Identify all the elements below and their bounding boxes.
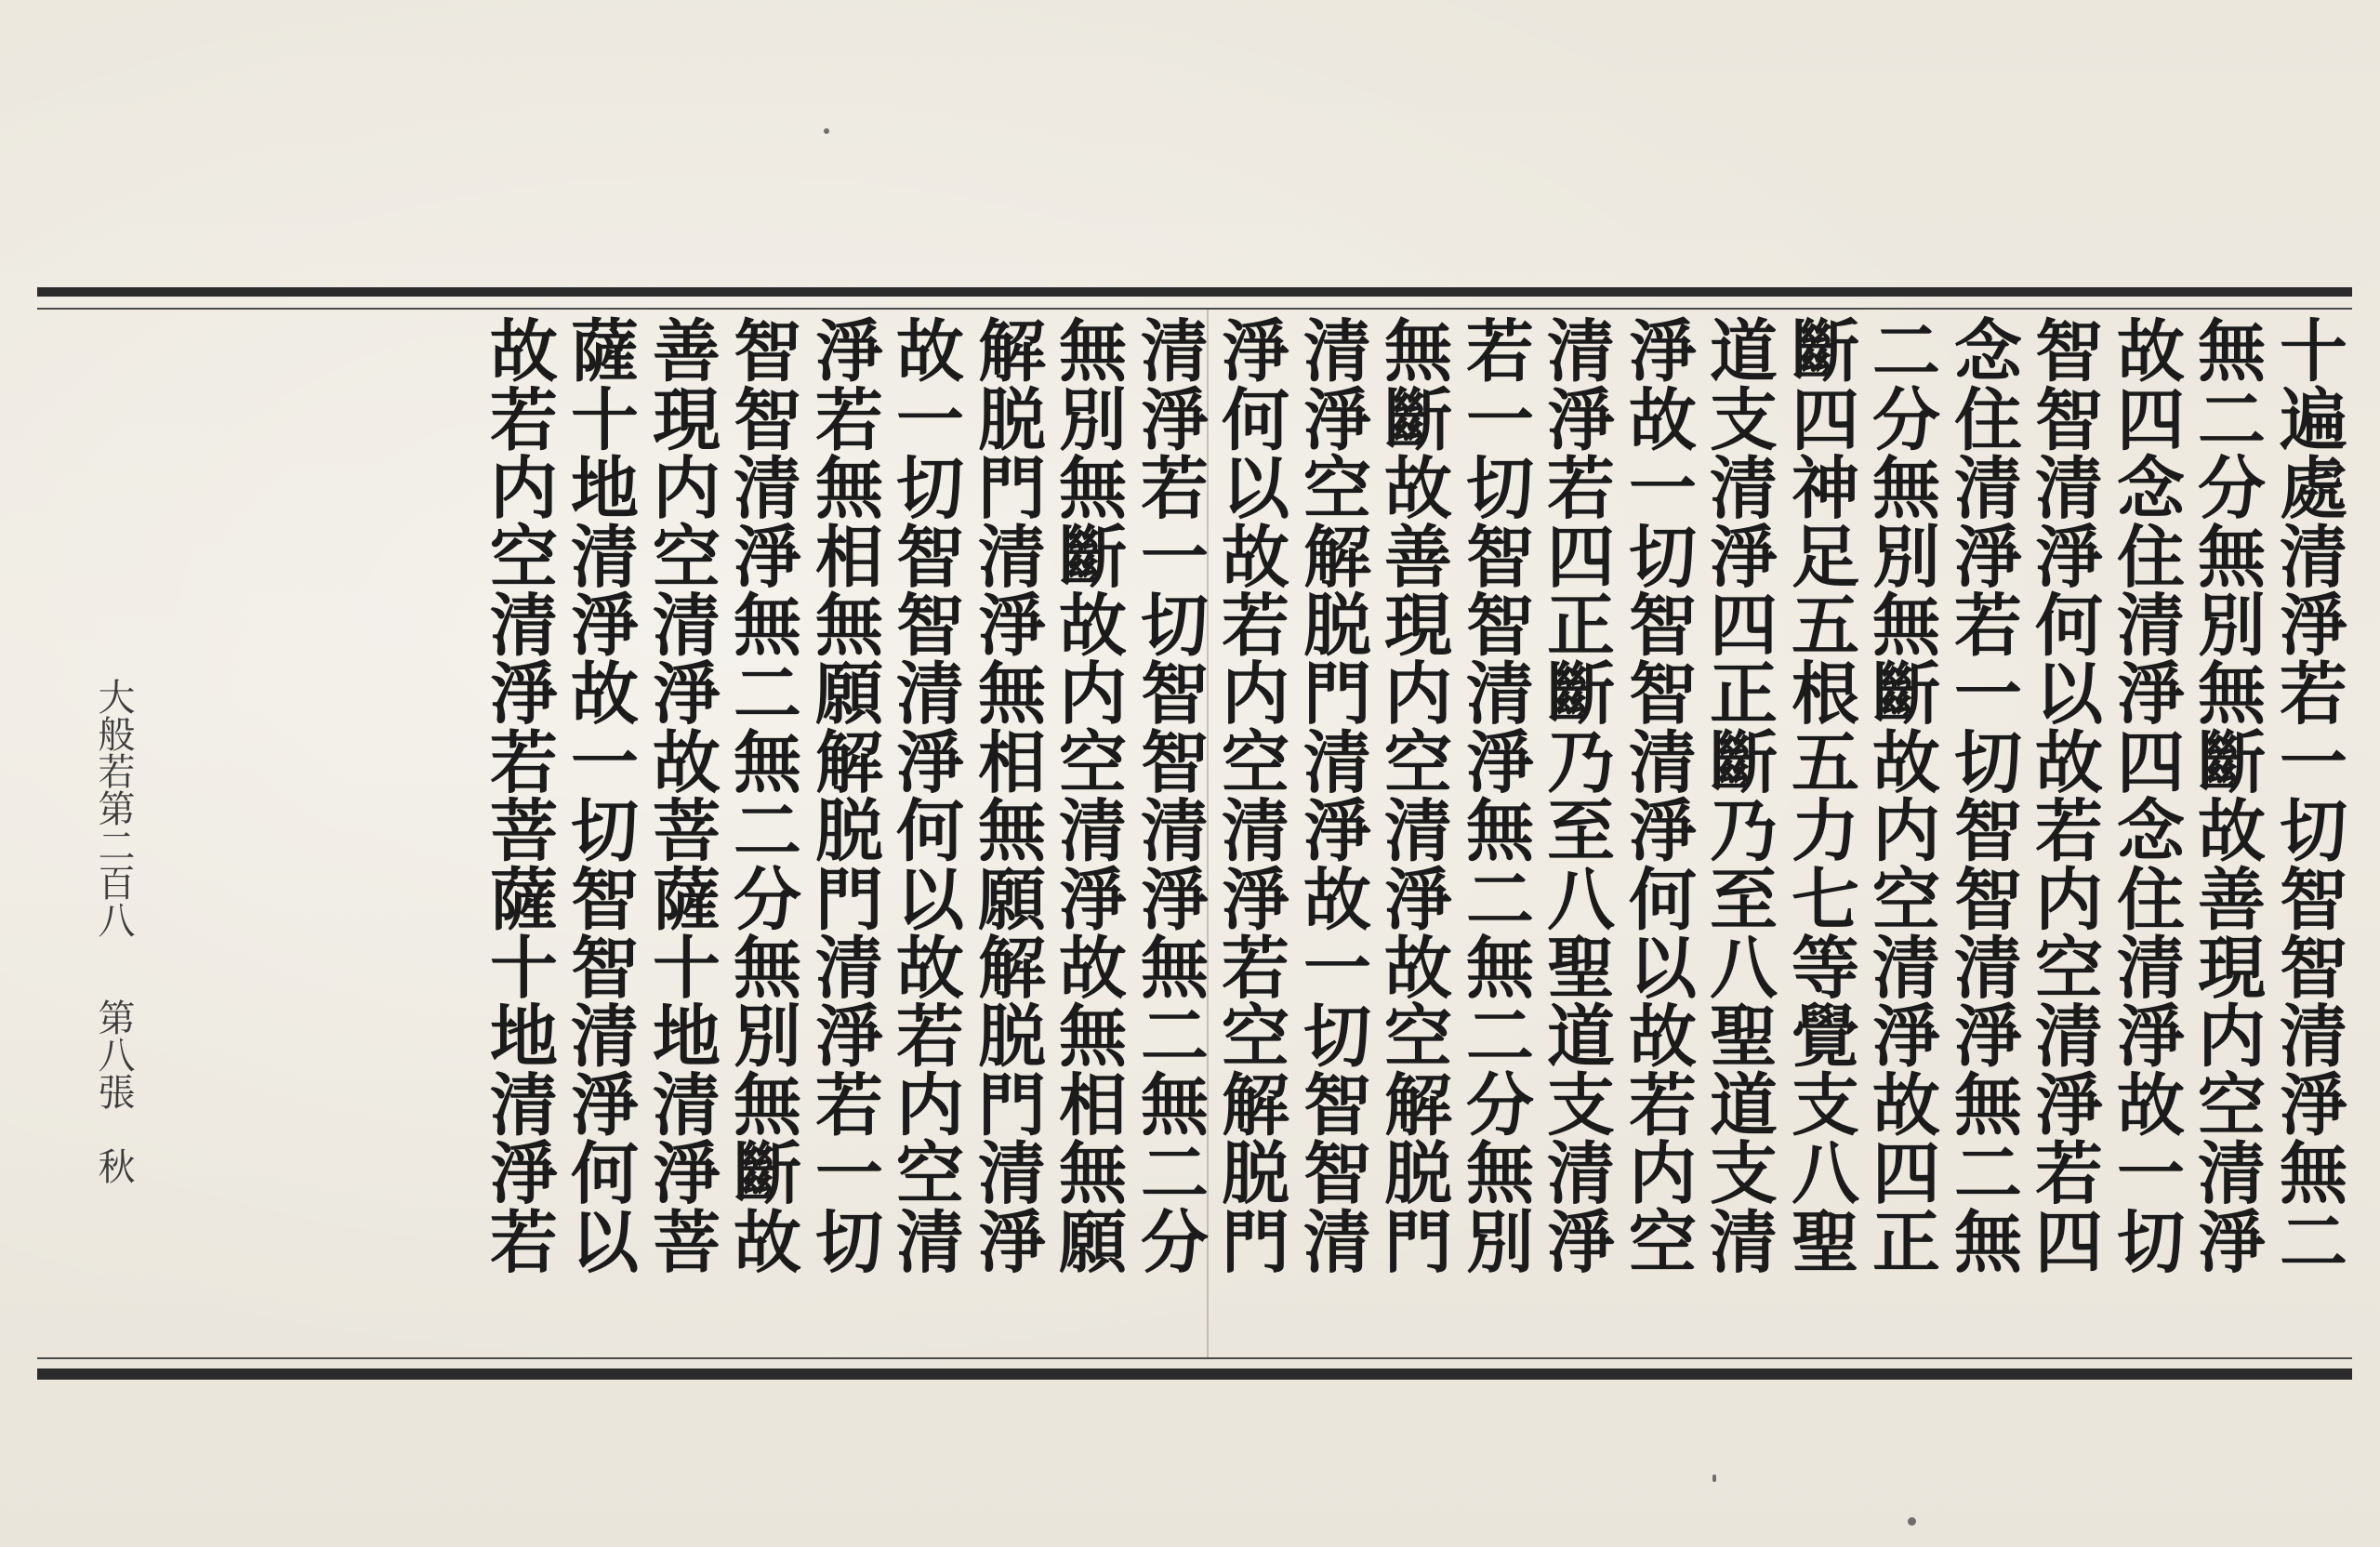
text-column-16: 無別無斷故内空清淨故無相無願: [1047, 315, 1126, 1275]
text-column-18: 故一切智智清淨何以故若内空清: [884, 315, 963, 1275]
paper-speck: [1712, 1474, 1716, 1482]
text-column-20: 智智清淨無二無二分無別無斷故: [721, 315, 800, 1275]
text-column-10: 清淨若四正斷乃至八聖道支清淨: [1535, 315, 1614, 1275]
text-column-12: 無斷故善現内空清淨故空解脱門: [1372, 315, 1451, 1275]
text-column-4: 智智清淨何以故若内空清淨若四: [2023, 315, 2102, 1275]
text-column-7: 斷四神足五根五力七等覺支八聖: [1779, 315, 1858, 1275]
text-column-8: 道支清淨四正斷乃至八聖道支清: [1698, 315, 1777, 1275]
margin-sheet-number: 第八張: [92, 998, 135, 1110]
text-column-19: 淨若無相無願解脱門清淨若一切: [803, 315, 882, 1275]
text-column-11: 若一切智智清淨無二無二分無別: [1454, 315, 1533, 1275]
text-column-9: 淨故一切智智清淨何以故若内空: [1617, 315, 1696, 1275]
bottom-inner-rule: [37, 1357, 2352, 1359]
margin-sutra-title: 大般若第二百八: [92, 678, 135, 938]
text-column-5: 念住清淨若一切智智清淨無二無: [1942, 315, 2021, 1275]
woodblock-print-panel: [37, 287, 2352, 1380]
margin-volume-mark: 秋: [92, 1147, 135, 1184]
text-column-21: 善現内空清淨故菩薩十地清淨菩: [641, 315, 720, 1275]
text-column-1: 十遍處清淨若一切智智清淨無二: [2268, 315, 2347, 1275]
text-column-6: 二分無別無斷故内空清淨故四正: [1860, 315, 1939, 1275]
paper-speck: [1908, 1517, 1916, 1526]
text-column-15: 清淨若一切智智清淨無二無二分: [1129, 315, 1208, 1275]
text-column-17: 解脱門清淨無相無願解脱門清淨: [966, 315, 1045, 1275]
text-column-3: 故四念住清淨四念住清淨故一切: [2105, 315, 2184, 1275]
text-column-14: 淨何以故若内空清淨若空解脱門: [1210, 315, 1289, 1275]
top-border-rule: [37, 287, 2352, 297]
text-column-23: 故若内空清淨若菩薩十地清淨若: [478, 315, 557, 1275]
bottom-border-rule: [37, 1368, 2352, 1380]
paper-speck: [824, 128, 829, 134]
text-column-2: 無二分無別無斷故善現内空清淨: [2186, 315, 2265, 1275]
text-column-13: 清淨空解脱門清淨故一切智智清: [1291, 315, 1370, 1275]
text-column-22: 薩十地清淨故一切智智清淨何以: [559, 315, 638, 1275]
top-inner-rule: [37, 308, 2352, 310]
